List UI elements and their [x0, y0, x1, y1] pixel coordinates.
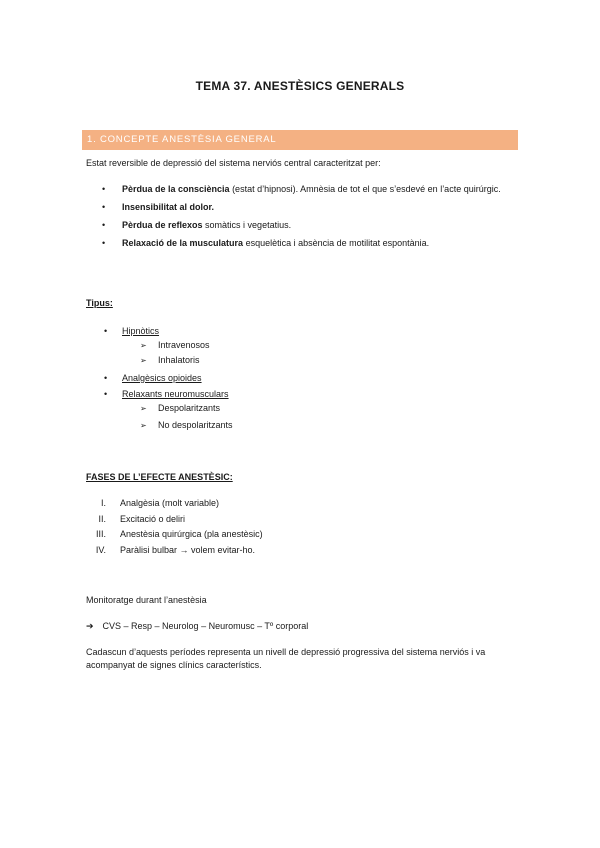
- list-item: [86, 527, 506, 543]
- bullet-icon: •: [102, 184, 106, 194]
- sub-list-item: [104, 418, 504, 433]
- roman-numeral: I.: [100, 498, 106, 508]
- sub-item-text: Intravenosos: [158, 340, 210, 350]
- roman-numeral: III.: [95, 529, 106, 539]
- item-text: (estat d’hipnosi). Amnèsia de tot el que s’esdevé en l’acte quirúrgic.: [229, 184, 501, 194]
- fases-list: [86, 496, 506, 558]
- fases-heading: FASES DE L’EFECTE ANESTÈSIC:: [86, 472, 233, 482]
- page-title: TEMA 37. ANESTÈSICS GENERALS: [195, 79, 405, 93]
- bullet-icon: •: [102, 202, 106, 212]
- monitoratge-line: [86, 620, 308, 633]
- roman-numeral: II.: [98, 513, 106, 524]
- characteristics-list: [102, 183, 522, 255]
- bullet-icon: •: [104, 326, 108, 336]
- item-text: Anestèsia quirúrgica (pla anestèsic): [120, 529, 263, 539]
- bullet-icon: •: [102, 220, 106, 230]
- tipus-label-analgesics: Analgèsics opioides: [122, 373, 202, 383]
- item-text: esquelètica i absència de motilitat espontània.: [243, 238, 430, 248]
- list-item: [86, 512, 506, 528]
- tipus-list: [104, 324, 504, 433]
- item-bold-text: Pèrdua de reflexos: [122, 220, 203, 230]
- list-item: [102, 219, 522, 232]
- tipus-heading: Tipus:: [86, 298, 113, 308]
- arrow-bullet-icon: ➢: [140, 341, 147, 350]
- section-intro: Estat reversible de depressió del sistema nerviós central caracteritzat per:: [86, 158, 381, 168]
- arrow-right-icon: ➔: [86, 621, 94, 631]
- list-item: [104, 371, 504, 385]
- bullet-icon: •: [102, 238, 106, 248]
- arrow-bullet-icon: ➢: [140, 421, 147, 430]
- item-text: Excitació o deliri: [120, 513, 186, 524]
- item-bold-text: Relaxació de la musculatura: [122, 238, 244, 248]
- item-text: Paràlisi bulbar → volem evitar-ho.: [120, 544, 256, 555]
- section-heading-concepte: 1. CONCEPTE ANESTÈSIA GENERAL: [82, 130, 518, 150]
- list-item: [86, 543, 506, 559]
- sub-list-item: [104, 401, 504, 416]
- sub-item-text: No despolaritzants: [158, 420, 233, 430]
- item-text: Analgèsia (molt variable): [120, 498, 220, 508]
- tipus-label-relaxants: Relaxants neuromusculars: [122, 389, 229, 399]
- list-item: [102, 183, 522, 196]
- monitoratge-items: CVS – Resp – Neurolog – Neuromusc – Tº corporal: [102, 621, 309, 631]
- sub-item-text: Despolaritzants: [158, 403, 221, 413]
- arrow-bullet-icon: ➢: [140, 356, 147, 365]
- closing-paragraph: Cadascun d’aquests períodes representa un nivell de depressió progressiva del sistema nerviós i va acompanyat de signes clínics característics.: [86, 647, 486, 670]
- sub-list-item: [104, 353, 504, 368]
- tipus-label-hipnotics: Hipnòtics: [122, 326, 160, 336]
- list-item: [104, 387, 504, 401]
- list-item: [102, 237, 522, 250]
- bullet-icon: •: [104, 389, 108, 399]
- list-item: [102, 201, 522, 214]
- item-text: somàtics i vegetatius.: [202, 220, 292, 230]
- item-bold-text: Insensibilitat al dolor.: [122, 202, 215, 212]
- roman-numeral: IV.: [95, 544, 106, 555]
- item-bold-text: Pèrdua de la consciència: [122, 184, 230, 194]
- bullet-icon: •: [104, 373, 108, 383]
- list-item: [104, 324, 504, 338]
- list-item: [86, 496, 506, 512]
- arrow-bullet-icon: ➢: [140, 404, 147, 413]
- sub-list-item: [104, 338, 504, 353]
- sub-item-text: Inhalatoris: [158, 355, 200, 365]
- monitoratge-heading: Monitoratge durant l’anestèsia: [86, 595, 207, 605]
